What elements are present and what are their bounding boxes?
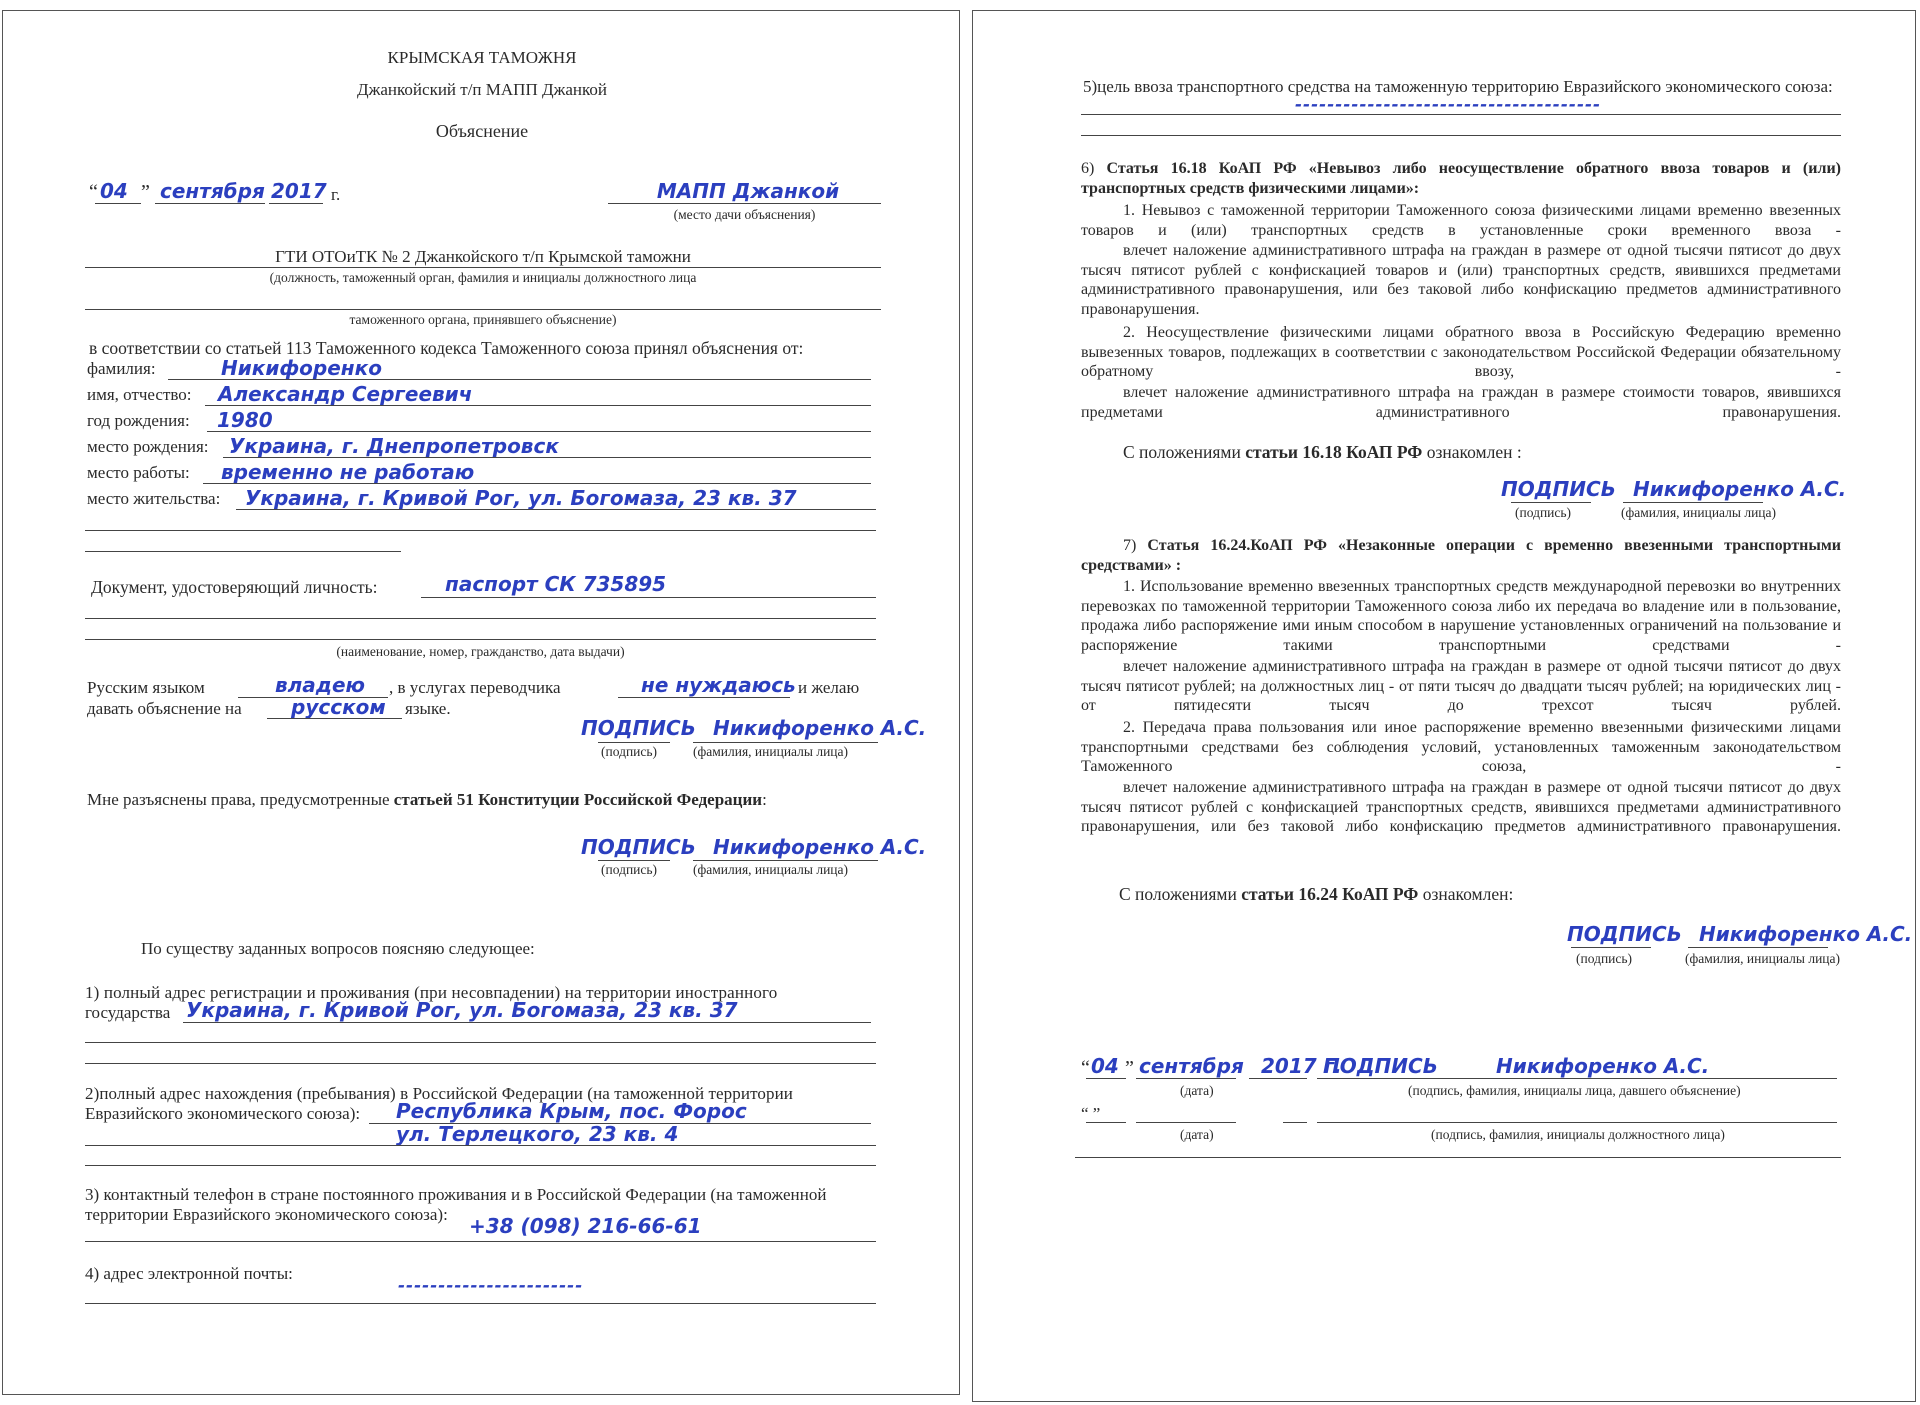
customs-org-title: КРЫМСКАЯ ТАМОЖНЯ [387, 48, 577, 67]
article-16-18-p4: влечет наложение административного штрафа на граждан в размере стоимости товаров, явившихся предметами административного правонарушения. [1081, 384, 1841, 421]
id-doc-label: Документ, удостоверяющий личность: [91, 577, 378, 597]
q5-text: 5)цель ввоза транспортного средства на таможенную территорию Евразийского экономического союза: [1083, 77, 1833, 96]
signature-3-name-caption: (фамилия, инициалы лица) [1621, 505, 1777, 520]
date-year: 2017 [271, 179, 327, 203]
q1-text: 1) полный адрес регистрации и проживания (при несовпадении) на территории иностранного [85, 983, 778, 1002]
field-label-name: имя, отчество: [87, 385, 192, 404]
final-signature-name: Никифоренко А.С. [1496, 1054, 1710, 1078]
field-label-surname: фамилия: [87, 359, 156, 378]
final-date-day: 04 [1091, 1054, 1119, 1078]
q2-text-2: Евразийского экономического союза): [85, 1104, 361, 1123]
officer-caption: (должность, таможенный орган, фамилия и инициалы должностного лица [269, 270, 697, 285]
article-16-18-title: 6) Статья 16.18 КоАП РФ «Невывоз либо неосуществление обратного ввоза товаров и (или) транспортных средств физическими лицами»: [1081, 160, 1841, 197]
article-16-24-p3: 2. Передача права пользования или иное распоряжение временно ввезенными физическими лицами транспортными средствами без соблюдения условий, установленных таможенным законодательством Таможенного союза, - [1081, 719, 1841, 775]
ack-16-18: С положениями статьи 16.18 КоАП РФ ознакомлен : [1123, 442, 1522, 462]
signature-1: ПОДПИСЬ [581, 716, 696, 740]
field-label-workplace: место работы: [87, 463, 190, 482]
article-16-24-p1: 1. Использование временно ввезенных транспортных средств международной перевозки во внутренних перевозках по таможенной территории Таможенного союза либо их передача во владение или в пользование, продажа либо распоряжение ими иным способом в нарушение установленных ограничений на пользование и распоряжение такими транспортными средствами - [1081, 578, 1841, 654]
final-date-year: 2017 г. [1261, 1054, 1342, 1078]
explain-heading: По существу заданных вопросов поясняю следующее: [141, 939, 535, 958]
article-16-24-p2: влечет наложение административного штрафа на граждан в размере от одной тысячи пятисот до двух тысяч пятисот рублей; на должностных лиц - от пяти тысяч до двадцати тысяч рублей; на юридических лиц - от пятидесяти тысяч до трехсот тысяч рублей. [1081, 658, 1841, 714]
signature-4-caption: (подпись) [1576, 951, 1633, 966]
q2-text: 2)полный адрес нахождения (пребывания) в Российской Федерации (на таможенной территории [85, 1084, 793, 1103]
date-quote-close: ” [141, 181, 150, 203]
q4-text: 4) адрес электронной почты: [85, 1264, 293, 1283]
q5-value: -------------------------------------- [1295, 95, 1602, 115]
q2-value-1: Республика Крым, пос. Форос [396, 1099, 747, 1123]
final-quote-open: “ [1081, 1057, 1090, 1079]
article-16-24-p4: влечет наложение административного штрафа на граждан в размере от одной тысячи пятисот до двух тысяч пятисот рублей с конфискацией транспортных средств, явившихся предметами административного правонарушения, или без таковой либо конфискацию предметов административного правонарушения. [1081, 779, 1841, 835]
field-value-name: Александр Сергеевич [218, 382, 473, 406]
lang-text-4: давать объяснение на [87, 699, 242, 718]
signature-2: ПОДПИСЬ [581, 835, 696, 859]
field-label-residence: место жительства: [87, 489, 221, 508]
final-date-caption: (дата) [1180, 1083, 1214, 1098]
field-label-birthplace: место рождения: [87, 437, 209, 456]
signature-1-caption: (подпись) [601, 744, 658, 759]
document-page-left [2, 10, 960, 1395]
signature-4-name: Никифоренко А.С. [1699, 922, 1913, 946]
lang-text-5: языке. [405, 699, 451, 718]
signature-3-caption: (подпись) [1515, 505, 1572, 520]
signature-2-caption: (подпись) [601, 862, 658, 877]
lang-value-1: владею [275, 673, 365, 697]
officer-date-quotes: “ ” [1081, 1104, 1101, 1123]
q2-value-2: ул. Терлецкого, 23 кв. 4 [396, 1122, 679, 1146]
article-16-24-title: 7) Статья 16.24.КоАП РФ «Незаконные операции с временно ввезенными транспортными средствами» : [1081, 537, 1842, 574]
article-16-18-p3: 2. Неосуществление физическими лицами обратного ввоза в Российскую Федерацию временно вывезенных товаров, подлежащих в соответствии с законодательством Российской Федерации обязательному обратному ввозу, - [1081, 324, 1841, 380]
q1-value: Украина, г. Кривой Рог, ул. Богомаза, 23 кв. 37 [186, 998, 738, 1022]
lang-text-1: Русским языком [87, 678, 205, 697]
q4-value: ----------------------- [398, 1276, 584, 1296]
q3-value: +38 (098) 216-66-61 [469, 1214, 702, 1238]
field-value-residence: Украина, г. Кривой Рог, ул. Богомаза, 23 кв. 37 [245, 486, 797, 510]
lang-text-2: , в услугах переводчика [389, 678, 561, 697]
document-title: Объяснение [435, 121, 529, 141]
signature-2-name-caption: (фамилия, инициалы лица) [693, 862, 849, 877]
lang-value-2: не нуждаюсь [641, 673, 796, 697]
final-date-month: сентября [1139, 1054, 1244, 1078]
field-label-birth-year: год рождения: [87, 411, 190, 430]
date-quote-open: “ [89, 181, 98, 203]
place-caption: (место дачи объяснения) [673, 207, 816, 222]
q3-text-2: территории Евразийского экономического союза): [85, 1205, 448, 1224]
q1-text-2: государства [85, 1003, 171, 1022]
date-day: 04 [100, 179, 128, 203]
lang-text-3: и желаю [798, 678, 860, 697]
article-16-18-p1: 1. Невывоз с таможенной территории Таможенного союза физическими лицами временно ввезенных товаров и (или) транспортных средств в установленные сроки временного ввоза - [1081, 202, 1841, 239]
id-doc-caption: (наименование, номер, гражданство, дата выдачи) [336, 644, 625, 659]
lang-value-3: русском [291, 695, 386, 719]
id-doc-value: паспорт СК 735895 [445, 572, 667, 596]
rights-statement: Мне разъяснены права, предусмотренные статьей 51 Конституции Российской Федерации: [87, 790, 767, 809]
signature-4: ПОДПИСЬ [1567, 922, 1682, 946]
officer-value: ГТИ ОТОиТК № 2 Джанкойского т/п Крымской таможни [275, 247, 691, 266]
officer-caption-2: таможенного органа, принявшего объяснение) [349, 312, 617, 327]
signature-3-name: Никифоренко А.С. [1633, 477, 1847, 501]
place-value: МАПП Джанкой [656, 179, 840, 203]
date-year-suffix: г. [331, 185, 341, 204]
field-value-birth-year: 1980 [217, 408, 273, 432]
document-page-right [972, 10, 1916, 1402]
signature-1-name-caption: (фамилия, инициалы лица) [693, 744, 849, 759]
final-person-caption: (подпись, фамилия, инициалы лица, давшего объяснение) [1408, 1083, 1741, 1098]
final-quote-close: ” [1125, 1057, 1134, 1079]
signature-1-name: Никифоренко А.С. [713, 716, 927, 740]
signature-4-name-caption: (фамилия, инициалы лица) [1685, 951, 1841, 966]
field-value-workplace: временно не работаю [221, 460, 475, 484]
date-month: сентября [160, 179, 265, 203]
officer-signature-caption: (подпись, фамилия, инициалы должностного лица) [1431, 1127, 1725, 1142]
customs-post-name: Джанкойский т/п МАПП Джанкой [357, 80, 607, 99]
field-value-surname: Никифоренко [221, 356, 382, 380]
officer-date-caption: (дата) [1180, 1127, 1214, 1142]
intro-text: в соответствии со статьей 113 Таможенного кодекса Таможенного союза принял объяснения от: [89, 338, 804, 358]
final-signature: ПОДПИСЬ [1323, 1054, 1438, 1078]
field-value-birthplace: Украина, г. Днепропетровск [229, 434, 559, 458]
signature-2-name: Никифоренко А.С. [713, 835, 927, 859]
article-16-18-p2: влечет наложение административного штрафа на граждан в размере от одной тысячи пятисот до двух тысяч пятисот рублей с конфискацией товаров и (или) транспортных средств, явившихся предметами административного правонарушения, или без таковой либо конфискацию предметов административного правонарушения. [1081, 242, 1841, 318]
signature-3: ПОДПИСЬ [1501, 477, 1616, 501]
ack-16-24: С положениями статьи 16.24 КоАП РФ ознакомлен: [1119, 884, 1514, 904]
q3-text: 3) контактный телефон в стране постоянного проживания и в Российской Федерации (на таможенной [85, 1185, 827, 1204]
